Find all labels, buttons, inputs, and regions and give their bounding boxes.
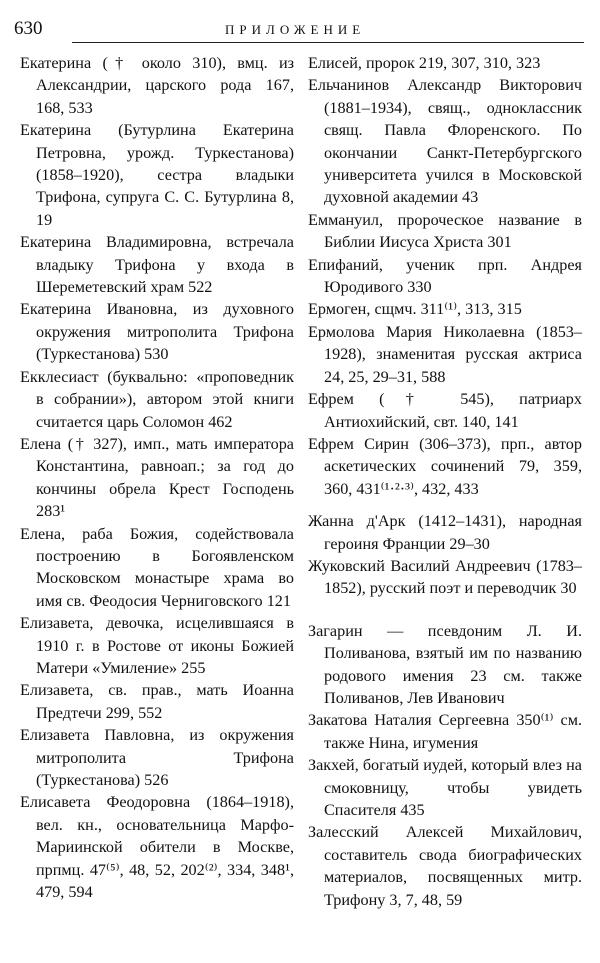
index-entry: Ефрем († 545), патриарх Антиохийский, свт. 140, 141	[308, 390, 582, 431]
index-entry: Закхей, богатый иудей, который влез на смоковницу, чтобы увидеть Спасителя 435	[308, 756, 582, 819]
index-entry: Епифаний, ученик прп. Андрея Юродивого 330	[308, 255, 582, 297]
page-header	[0, 10, 600, 42]
index-entry: Елена, раба Божия, содействовала построению в Богоявленском Московском монастыре храма во имя св. Феодосия Черниговского 121	[20, 524, 294, 610]
index-entry: Екатерина (Бутурлина Екатерина Петровна, урожд. Туркестанова) (1858–1920), сестра владыки Трифона, супруга С. С. Бутурлина 8, 19	[20, 121, 294, 229]
index-entry: Елена († 327), имп., мать императора Константина, равноап.; за год до кончины обрела Крест Господень 283¹	[20, 434, 294, 521]
index-entry: Екатерина Владимировна, встречала владыку Трифона у входа в Шереметевский храм 522	[20, 233, 294, 297]
index-entry: Елизавета, св. прав., мать Иоанна Предтечи 299, 552	[20, 681, 294, 722]
index-entry: Еммануил, пророческое название в Библии Иисуса Христа 301	[308, 210, 582, 252]
index-entry: Ефрем Сирин (306–373), прп., автор аскетических сочинений 79, 359, 360, 431⁽¹·²·³⁾, 432, 433	[308, 434, 582, 498]
page-number: 630	[14, 18, 43, 39]
index-entry: Жанна д'Арк (1412–1431), народная героиня Франции 29–30	[308, 512, 582, 553]
index-entry: Екатерина († около 310), вмц. из Александрии, царского рода 167, 168, 533	[20, 54, 294, 117]
header-rule	[72, 42, 584, 43]
index-entry: Елизавета, девочка, исцелившаяся в 1910 г. в Ростове от иконы Божией Матери «Умиление» 255	[20, 614, 294, 677]
right-column	[308, 52, 582, 911]
index-entry: Закатова Наталия Сергеевна 350⁽¹⁾ см. также Нина, игумения	[308, 711, 582, 752]
index-entry: Елизавета Павловна, из окружения митрополита Трифона (Туркестанова) 526	[20, 726, 294, 789]
index-entry: Екклесиаст (буквально: «проповедник в собрании»), автором этой книги считается царь Соломон 462	[20, 367, 294, 431]
index-entry: Елисей, пророк 219, 307, 310, 323	[308, 54, 541, 72]
index-entry: Ермолова Мария Николаевна (1853–1928), знаменитая русская актриса 24, 25, 29–31, 588	[308, 322, 582, 386]
index-entry: Жуковский Василий Андреевич (1783–1852), русский поэт и переводчик 30	[308, 556, 582, 598]
running-title: ПРИЛОЖЕНИЕ	[225, 22, 366, 37]
index-entry: Екатерина Ивановна, из духовного окружения митрополита Трифона (Туркестанова) 530	[20, 300, 294, 364]
index-entry: Залесский Алексей Михайлович, составитель свода биографических материалов, посвященных митр. Трифону 3, 7, 48, 59	[308, 823, 582, 909]
index-entry: Елисавета Феодоровна (1864–1918), вел. кн., основательница Марфо-Мариинской обители в Москве, прпмц. 47⁽⁵⁾, 48, 52, 202⁽²⁾, 334, 348¹, 479, 594	[20, 793, 294, 902]
index-entry: Ельчанинов Александр Викторович (1881–1934), свящ., одноклассник свящ. Павла Флоренского. По окончании Санкт-Петербургского университета учился в Московской духовной академии 43	[308, 76, 582, 207]
index-entry: Ермоген, сщмч. 311⁽¹⁾, 313, 315	[308, 300, 522, 319]
left-column	[20, 52, 294, 903]
index-entry: Загарин — псевдоним Л. И. Поливанова, взятый им по названию родового имения 23 см. также Поливанов, Лев Иванович	[308, 621, 582, 707]
